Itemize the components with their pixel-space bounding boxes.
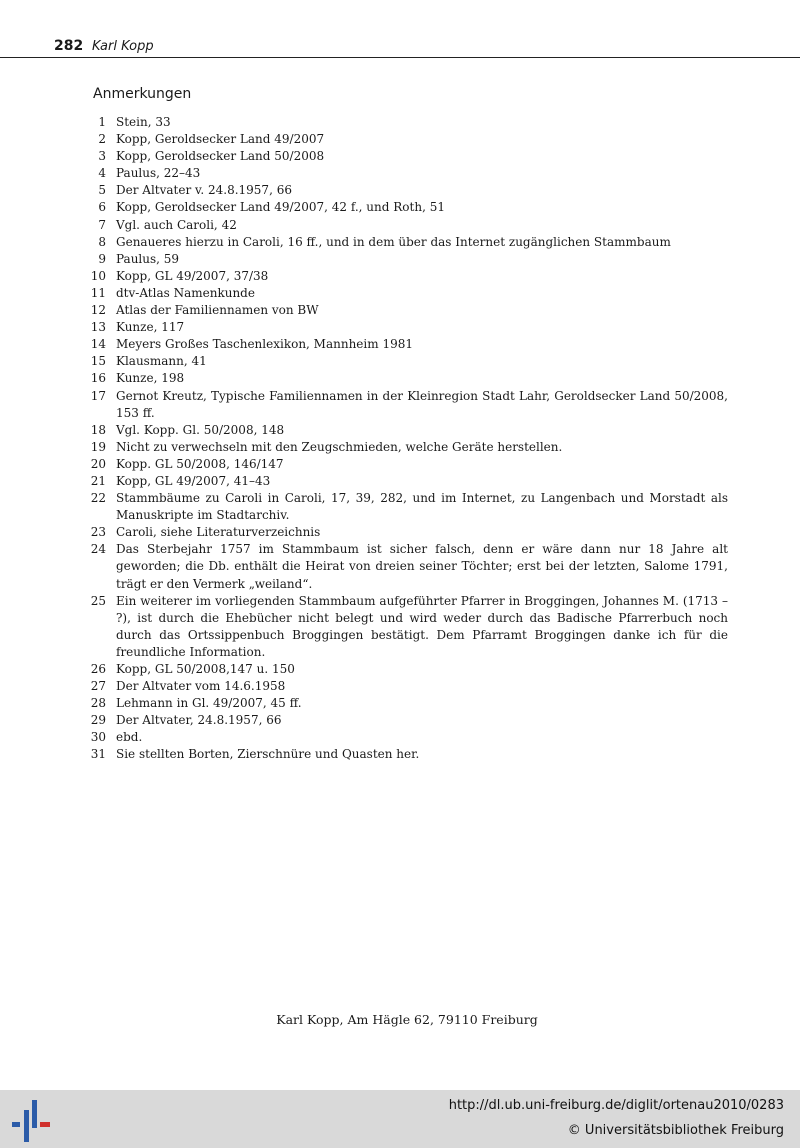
endnote-item <box>88 729 728 746</box>
endnote-item <box>88 746 728 763</box>
endnote-item <box>88 456 728 473</box>
endnote-item <box>88 114 728 131</box>
endnote-number: 26 <box>90 662 106 676</box>
endnote-item <box>88 285 728 302</box>
endnote-item <box>88 439 728 456</box>
endnote-item <box>88 148 728 165</box>
logo-bar-center-right <box>32 1100 37 1128</box>
endnote-item <box>88 388 728 422</box>
endnote-text: Nicht zu verwechseln mit den Zeugschmieden, welche Geräte herstellen. <box>116 439 563 454</box>
endnote-text: Kopp, Geroldsecker Land 49/2007, 42 f., und Roth, 51 <box>116 200 445 215</box>
endnote-number: 25 <box>90 593 106 608</box>
endnote-item <box>88 712 728 729</box>
endnote-text: Klausmann, 41 <box>116 354 207 369</box>
endnote-number: 19 <box>90 439 106 454</box>
endnote-item <box>88 268 728 285</box>
endnote-item <box>88 217 728 234</box>
endnote-text: Gernot Kreutz, Typische Familiennamen in der Kleinregion Stadt Lahr, Geroldsecker Land 50/2008, 153 ff. <box>116 388 728 420</box>
author-address: Karl Kopp, Am Hägle 62, 79110 Freiburg <box>276 1012 538 1027</box>
endnote-item <box>88 541 728 592</box>
endnote-text: Vgl. auch Caroli, 42 <box>116 217 237 232</box>
endnote-text: Kunze, 117 <box>116 320 185 335</box>
endnote-number: 5 <box>98 183 106 198</box>
endnote-text: Der Altvater v. 24.8.1957, 66 <box>116 183 292 198</box>
endnote-text: Kopp, Geroldsecker Land 49/2007 <box>116 132 325 147</box>
endnote-item <box>88 370 728 387</box>
endnote-item <box>88 422 728 439</box>
endnote-number: 31 <box>90 747 106 762</box>
endnote-text: Kopp, GL 49/2007, 37/38 <box>116 268 269 283</box>
endnote-text: Das Sterbejahr 1757 im Stammbaum ist sicher falsch, denn er wäre dann nur 18 Jahre alt geworden; die Db. enthält die Heirat von dreien seiner Töchter; erst bei der letzten, Salome 1791, trägt er den Vermerk „weiland“. <box>116 542 728 591</box>
endnote-text: Caroli, siehe Literaturverzeichnis <box>116 525 321 540</box>
section-title: Anmerkungen <box>93 86 192 102</box>
endnote-number: 6 <box>98 200 106 215</box>
endnote-number: 9 <box>98 251 106 266</box>
endnote-item <box>88 319 728 336</box>
endnote-text: Sie stellten Borten, Zierschnüre und Quasten her. <box>116 747 420 762</box>
endnote-text: Genaueres hierzu in Caroli, 16 ff., und in dem über das Internet zugänglichen Stammbaum <box>116 234 671 249</box>
endnote-item <box>88 302 728 319</box>
endnote-number: 18 <box>90 422 106 437</box>
endnote-number: 28 <box>90 696 106 711</box>
endnotes-list <box>88 114 728 764</box>
endnote-number: 4 <box>98 166 106 181</box>
running-head: Karl Kopp <box>92 39 154 54</box>
endnote-text: Stammbäume zu Caroli in Caroli, 17, 39, 282, und im Internet, zu Langenbach und Morstadt als Manuskripte im Stadtarchiv. <box>116 491 728 523</box>
endnote-text: Paulus, 59 <box>116 251 180 266</box>
endnote-item <box>88 524 728 541</box>
endnote-number: 8 <box>98 234 106 249</box>
endnote-text: Paulus, 22–43 <box>116 166 201 181</box>
endnote-text: Atlas der Familiennamen von BW <box>116 303 319 318</box>
endnote-number: 11 <box>90 285 106 300</box>
endnote-item <box>88 131 728 148</box>
endnote-text: Lehmann in Gl. 49/2007, 45 ff. <box>116 696 302 711</box>
logo-bar-center-left <box>24 1110 29 1142</box>
endnote-item <box>88 473 728 490</box>
digital-library-link[interactable]: http://dl.ub.uni-freiburg.de/diglit/ortenau2010/0283 <box>448 1098 784 1113</box>
endnote-text: Stein, 33 <box>116 115 171 129</box>
footer-bar <box>0 1090 800 1148</box>
endnote-number: 14 <box>90 337 106 352</box>
endnote-number: 16 <box>90 371 106 386</box>
logo-bar-left <box>12 1122 20 1127</box>
header-rule <box>0 57 800 58</box>
endnote-text: Ein weiterer im vorliegenden Stammbaum aufgeführter Pfarrer in Broggingen, Johannes M. (1713 – ?), ist durch die Ehebücher nicht belegt und wird weder durch das Badische Pfarrerbuch noch durch das Ortssippenbuch Broggingen bestätigt. Dem Pfarramt Broggingen danke ich für die freundliche Information. <box>116 593 728 659</box>
endnote-number: 24 <box>90 542 106 557</box>
page-number: 282 <box>54 38 84 54</box>
endnote-text: ebd. <box>116 730 143 745</box>
endnote-text: dtv-Atlas Namenkunde <box>116 285 255 300</box>
endnote-number: 29 <box>90 713 106 728</box>
endnote-text: Der Altvater vom 14.6.1958 <box>116 679 286 694</box>
endnote-text: Kopp, GL 50/2008,147 u. 150 <box>116 662 295 676</box>
endnote-item <box>88 678 728 695</box>
endnote-text: Kunze, 198 <box>116 371 185 386</box>
endnote-item <box>88 695 728 712</box>
endnote-number: 23 <box>90 525 106 540</box>
endnote-number: 15 <box>90 354 106 369</box>
endnote-number: 1 <box>98 115 106 129</box>
endnote-number: 17 <box>90 388 106 403</box>
endnote-item <box>88 182 728 199</box>
endnote-text: Kopp. GL 50/2008, 146/147 <box>116 456 284 471</box>
endnote-number: 30 <box>90 730 106 745</box>
copyright-notice: © Universitätsbibliothek Freiburg <box>567 1123 784 1138</box>
endnote-item <box>88 490 728 524</box>
endnote-number: 20 <box>90 456 106 471</box>
endnote-number: 21 <box>90 473 106 488</box>
endnote-text: Vgl. Kopp. Gl. 50/2008, 148 <box>116 422 285 437</box>
endnote-text: Kopp, GL 49/2007, 41–43 <box>116 473 271 488</box>
endnote-number: 2 <box>98 132 106 147</box>
logo-bar-right <box>40 1122 50 1127</box>
endnote-number: 3 <box>98 149 106 164</box>
endnote-item <box>88 251 728 268</box>
endnote-text: Meyers Großes Taschenlexikon, Mannheim 1981 <box>116 337 413 352</box>
endnote-item <box>88 199 728 216</box>
endnote-number: 22 <box>90 491 106 506</box>
endnote-number: 7 <box>98 217 106 232</box>
library-logo-icon <box>12 1100 52 1142</box>
page-header <box>0 38 800 58</box>
endnote-text: Kopp, Geroldsecker Land 50/2008 <box>116 149 325 164</box>
endnote-item <box>88 661 728 678</box>
endnote-number: 27 <box>90 679 106 694</box>
endnote-item <box>88 593 728 661</box>
endnote-item <box>88 165 728 182</box>
endnote-number: 13 <box>90 320 106 335</box>
endnote-text: Der Altvater, 24.8.1957, 66 <box>116 713 282 728</box>
endnote-item <box>88 336 728 353</box>
endnote-item <box>88 353 728 370</box>
endnote-item <box>88 234 728 251</box>
endnote-number: 12 <box>90 303 106 318</box>
endnote-number: 10 <box>90 268 106 283</box>
